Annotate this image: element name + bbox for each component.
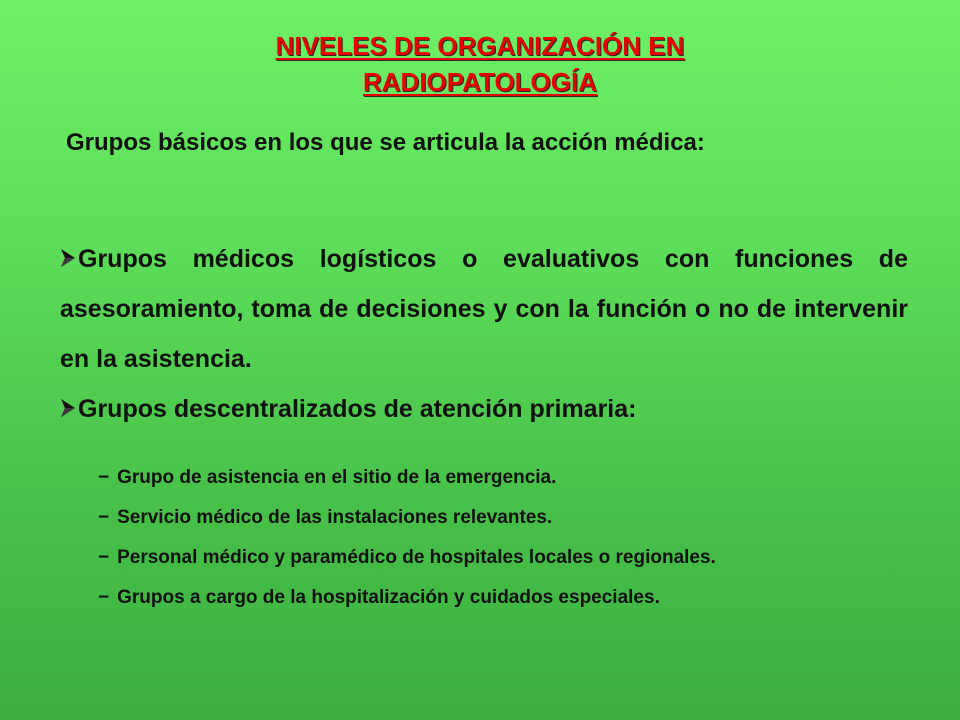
sub-item-text-3: Personal médico y paramédico de hospitales locales o regionales. — [117, 547, 716, 568]
sub-item-1 — [98, 458, 922, 498]
sub-item-text-4: Grupos a cargo de la hospitalización y cuidados especiales. — [117, 587, 660, 608]
sub-item-3 — [98, 538, 922, 578]
dash-marker: − — [98, 467, 110, 488]
bullet-text-1: Grupos médicos logísticos o evaluativos con funciones de asesoramiento, toma de decisiones y con la función o no de intervenir en la asistencia. — [60, 245, 908, 373]
sub-list — [98, 458, 922, 618]
arrow-bullet-icon — [60, 246, 77, 270]
bullet-text-2: Grupos descentralizados de atención primaria: — [78, 395, 637, 423]
slide-title-line-2: RADIOPATOLOGÍA — [363, 67, 597, 97]
arrow-bullet-icon — [60, 396, 77, 420]
dash-marker: − — [98, 587, 110, 608]
dash-marker: − — [98, 547, 110, 568]
slide-title — [0, 28, 960, 100]
slide-title-line-1: NIVELES DE ORGANIZACIÓN EN — [275, 31, 685, 61]
bullet-item-1 — [60, 234, 908, 384]
sub-item-2 — [98, 498, 922, 538]
bullet-item-2 — [60, 384, 908, 434]
sub-item-4 — [98, 578, 922, 618]
intro-paragraph: Grupos básicos en los que se articula la acción médica: — [66, 129, 705, 156]
bullet-list — [60, 234, 908, 434]
sub-item-text-2: Servicio médico de las instalaciones relevantes. — [117, 507, 553, 528]
sub-item-text-1: Grupo de asistencia en el sitio de la emergencia. — [117, 467, 557, 488]
dash-marker: − — [98, 507, 110, 528]
